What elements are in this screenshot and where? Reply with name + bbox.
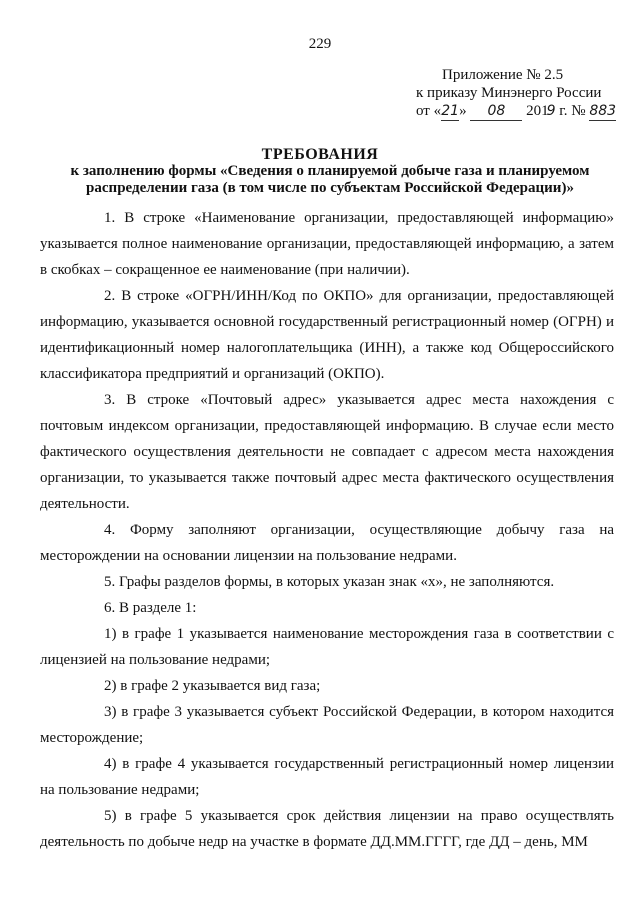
appendix-block — [416, 66, 636, 121]
handwritten-order-number: 883 — [589, 103, 617, 119]
paragraph-5: 5. Графы разделов формы, в которых указан знак «х», не заполняются. — [104, 574, 555, 590]
paragraph-6-item-1: 1) в графе 1 указывается наименование месторождения газа в соответствии с лицензией на пользование недрами; — [40, 626, 614, 668]
handwritten-year-digit: 9 — [546, 103, 556, 119]
paragraph-4: 4. Форму заполняют организации, осуществляющие добычу газа на месторождении на основании лицензии на пользование недрами. — [40, 522, 614, 564]
date-prefix: от « — [416, 103, 442, 119]
paragraph-6-item-3: 3) в графе 3 указывается субъект Российской Федерации, в котором находится месторождение; — [40, 704, 614, 746]
paragraph-6-item-4: 4) в графе 4 указывается государственный регистрационный номер лицензии на пользование недрами; — [40, 756, 614, 798]
handwritten-day: 21 — [441, 103, 460, 119]
paragraph-6-item-2: 2) в графе 2 указывается вид газа; — [104, 678, 321, 694]
paragraph-3: 3. В строке «Почтовый адрес» указывается адрес места нахождения с почтовым индексом организации, предоставляющей информацию. В случае если место фактического осуществления деятельности не совпадает с адресом места нахождения организации, то указывается также почтовый адрес места фактического осуществления деятельности. — [40, 392, 614, 512]
year-suffix: г. № — [555, 103, 586, 119]
paragraph-6-item-5: 5) в графе 5 указывается срок действия лицензии на право осуществлять деятельность по добыче недр на участке в формате ДД.ММ.ГГГГ, где ДД – день, ММ — [40, 808, 614, 850]
handwritten-month: 08 — [470, 102, 522, 121]
date-quote-close: » — [459, 103, 467, 119]
document-subtitle: к заполнению формы «Сведения о планируемой добыче газа и планируемом распределении газа (в том числе по субъектам Российской Федерации)» — [70, 163, 590, 196]
appendix-title: Приложение № 2.5 — [442, 67, 564, 83]
appendix-order-reference: к приказу Минэнерго России — [416, 85, 602, 101]
paragraph-2: 2. В строке «ОГРН/ИНН/Код по ОКПО» для организации, предоставляющей информацию, указывается основной государственный регистрационный номер (ОГРН) и идентификационный номер налогоплательщика (ИНН), а также код Общероссийского классификатора предприятий и организаций (ОКПО). — [40, 288, 614, 382]
page-number: 229 — [308, 36, 332, 52]
year-prefix: 201 — [526, 103, 549, 119]
document-title: ТРЕБОВАНИЯ — [261, 146, 379, 163]
appendix-date-number — [416, 102, 636, 121]
document-body — [40, 205, 614, 855]
paragraph-1: 1. В строке «Наименование организации, предоставляющей информацию» указывается полное наименование организации, предоставляющей информацию, а затем в скобках – сокращенное ее наименование (при наличии). — [40, 210, 614, 278]
paragraph-6: 6. В разделе 1: — [104, 600, 197, 616]
